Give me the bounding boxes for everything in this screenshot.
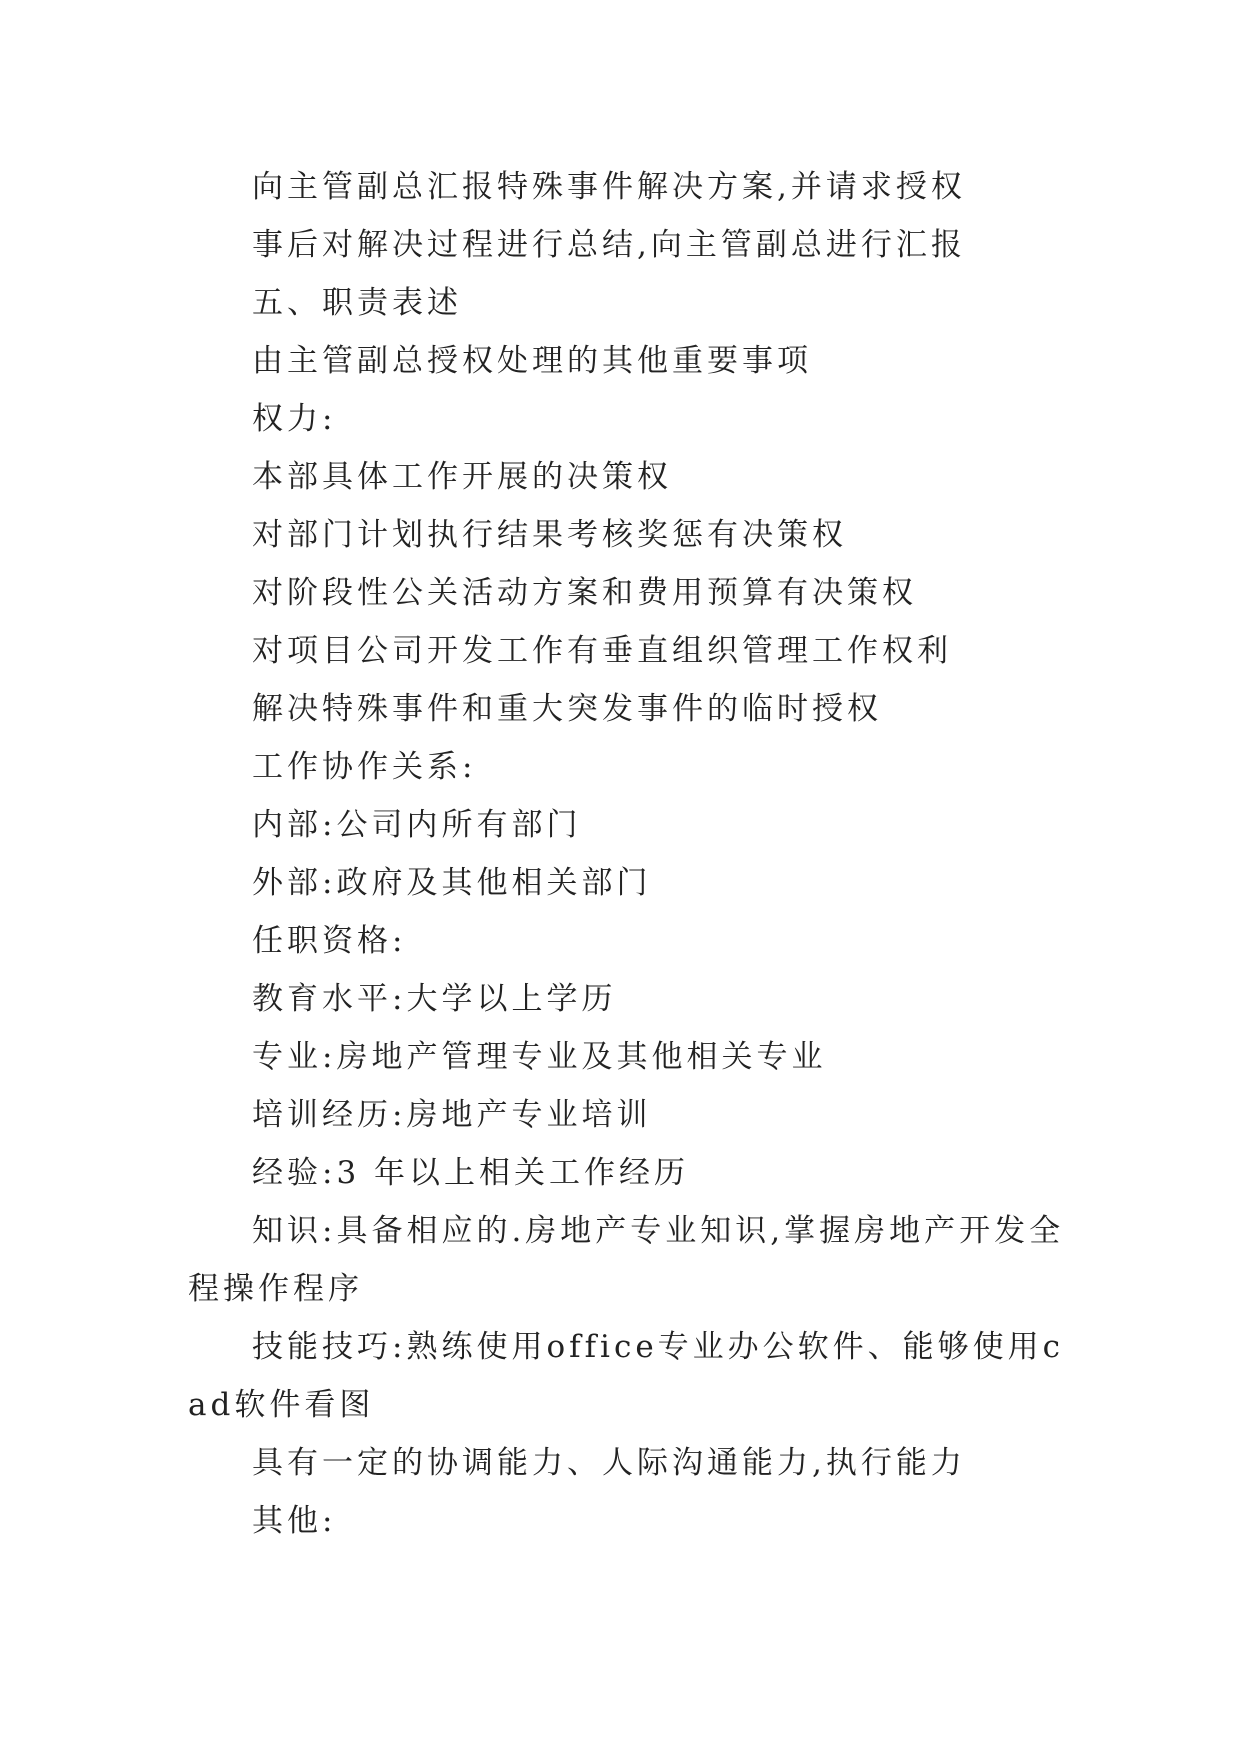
paragraph: 专业:房地产管理专业及其他相关专业 <box>252 1039 827 1075</box>
paragraph: 由主管副总授权处理的其他重要事项 <box>252 343 812 379</box>
section-heading: 五、职责表述 <box>252 285 462 321</box>
paragraph: 经验:3 年以上相关工作经历 <box>252 1155 690 1191</box>
paragraph: 教育水平:大学以上学历 <box>252 981 617 1017</box>
paragraph: 外部:政府及其他相关部门 <box>252 865 652 901</box>
paragraph: 知识:具备相应的.房地产专业知识,掌握房地产开发全程操作程序 <box>188 1213 1065 1307</box>
paragraph: 对部门计划执行结果考核奖惩有决策权 <box>252 517 847 553</box>
paragraph: 解决特殊事件和重大突发事件的临时授权 <box>252 691 882 727</box>
paragraph: 向主管副总汇报特殊事件解决方案,并请求授权 <box>252 169 966 205</box>
paragraph: 本部具体工作开展的决策权 <box>252 459 672 495</box>
subheading: 任职资格: <box>252 923 407 959</box>
subheading: 权力: <box>252 401 337 437</box>
paragraph: 技能技巧:熟练使用office专业办公软件、能够使用cad软件看图 <box>188 1329 1065 1423</box>
document-body <box>188 158 1068 1550</box>
paragraph: 事后对解决过程进行总结,向主管副总进行汇报 <box>252 227 966 263</box>
paragraph: 具有一定的协调能力、人际沟通能力,执行能力 <box>252 1445 966 1481</box>
subheading: 工作协作关系: <box>252 749 477 785</box>
paragraph: 对阶段性公关活动方案和费用预算有决策权 <box>252 575 917 611</box>
subheading: 其他: <box>252 1503 337 1539</box>
paragraph: 对项目公司开发工作有垂直组织管理工作权利 <box>252 633 952 669</box>
paragraph: 内部:公司内所有部门 <box>252 807 582 843</box>
paragraph: 培训经历:房地产专业培训 <box>252 1097 652 1133</box>
